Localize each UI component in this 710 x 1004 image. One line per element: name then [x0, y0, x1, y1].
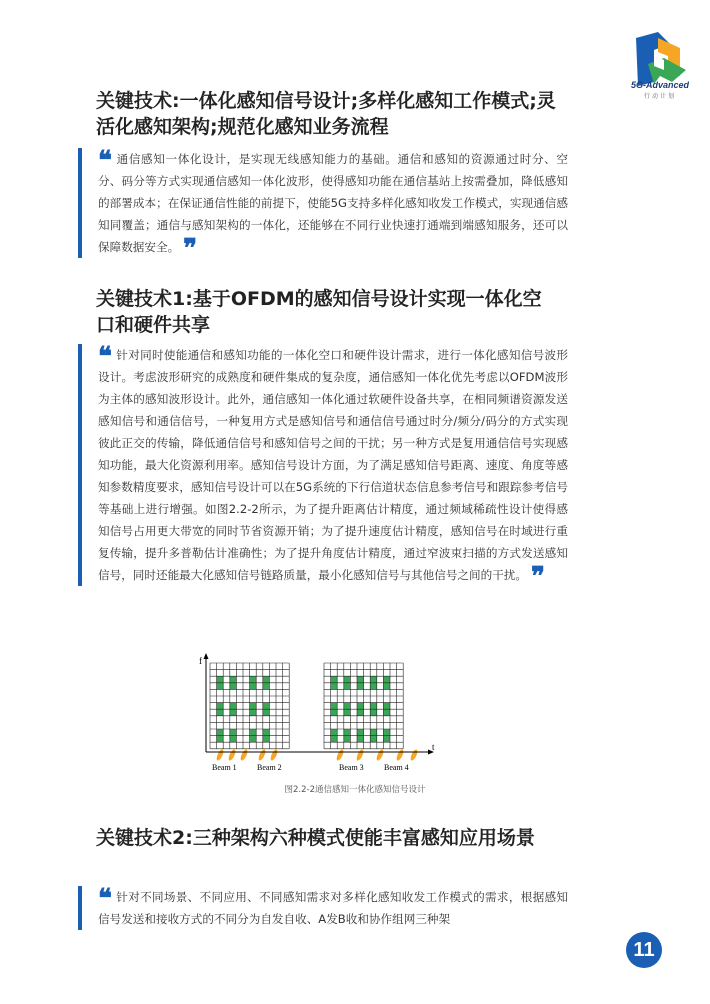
sensing-re-cell — [370, 703, 377, 710]
beam-icon — [257, 749, 266, 762]
sensing-re-cell — [357, 729, 364, 736]
sensing-re-cell — [263, 683, 270, 690]
sensing-re-cell — [230, 676, 237, 683]
beam-icon — [395, 749, 404, 762]
sensing-re-cell — [383, 736, 390, 743]
sensing-re-cell — [383, 709, 390, 716]
sensing-re-cell — [383, 729, 390, 736]
t-axis-label: t — [432, 742, 435, 752]
sensing-re-cell — [217, 736, 224, 743]
sensing-re-cell — [344, 683, 351, 690]
sensing-re-cell — [230, 736, 237, 743]
logo-subtitle-text: 行动计划 — [643, 94, 676, 100]
sensing-re-cell — [357, 683, 364, 690]
sensing-re-cell — [230, 729, 237, 736]
f-axis-arrow-icon — [204, 653, 209, 659]
beam-icon — [335, 749, 344, 762]
beam-icon — [355, 749, 364, 762]
sensing-re-cell — [370, 709, 377, 716]
page-number: 11 — [626, 932, 662, 968]
beam-icon — [269, 749, 278, 762]
sensing-re-cell — [331, 683, 338, 690]
sensing-re-cell — [250, 703, 257, 710]
beam-icon — [239, 749, 248, 762]
sensing-re-cell — [263, 703, 270, 710]
sensing-re-cell — [370, 729, 377, 736]
resource-grid-1 — [210, 663, 289, 749]
sensing-re-cell — [217, 676, 224, 683]
sensing-re-cell — [250, 729, 257, 736]
sensing-re-cell — [263, 736, 270, 743]
section-2-heading: 关键技术2:三种架构六种模式使能丰富感知应用场景 — [96, 827, 535, 849]
sensing-re-cell — [263, 709, 270, 716]
beam-icon — [409, 749, 418, 762]
beam-label-3: Beam 3 — [339, 763, 364, 772]
sensing-re-cell — [344, 703, 351, 710]
sensing-re-cell — [344, 736, 351, 743]
beam-icon — [215, 749, 224, 762]
section-2-quote — [78, 886, 568, 930]
sensing-re-cell — [217, 729, 224, 736]
sensing-re-cell — [331, 703, 338, 710]
sensing-re-cell — [344, 729, 351, 736]
sensing-re-cell — [331, 729, 338, 736]
sensing-re-cell — [344, 676, 351, 683]
figure-caption: 图2.2-2通信感知一体化感知信号设计 — [284, 785, 426, 795]
sensing-re-cell — [383, 703, 390, 710]
sensing-re-cell — [250, 683, 257, 690]
section-intro-body: 通信感知一体化设计，是实现无线感知能力的基础。通信和感知的资源通过时分、空分、码分等方式实现通信感知一体化波形，使得感知功能在通信基站上按需叠加，降低感知的部署成本；在保证通信性能的前提下，使能5G支持多样化感知收发工作模式，实现通信感知同覆盖；通信与感知架构的一体化，还能够在不同行业快速打通端到端感知服务，还可以保障数据安全。 — [98, 152, 568, 254]
sensing-re-cell — [383, 683, 390, 690]
close-quote-icon: ❞ — [183, 234, 198, 263]
resource-grid-2 — [324, 663, 403, 749]
sensing-re-cell — [217, 683, 224, 690]
sensing-signal-figure — [196, 652, 442, 780]
logo-brand-text: 5G-Advanced — [630, 80, 690, 90]
sensing-re-cell — [230, 709, 237, 716]
sensing-re-cell — [331, 736, 338, 743]
beam-label-1: Beam 1 — [212, 763, 237, 772]
sensing-re-cell — [383, 676, 390, 683]
sensing-re-cell — [370, 683, 377, 690]
open-quote-icon: ❝ — [98, 146, 112, 175]
sensing-re-cell — [370, 676, 377, 683]
sensing-re-cell — [370, 736, 377, 743]
section-2-body: 针对不同场景、不同应用、不同感知需求对多样化感知收发工作模式的需求，根据感知信号发送和接收方式的不同分为自发自收、A发B收和协作组网三种架 — [98, 890, 568, 926]
section-1-quote — [78, 342, 568, 591]
section-intro-quote — [78, 146, 568, 263]
section-intro-heading: 关键技术:一体化感知信号设计;多样化感知工作模式;灵活化感知架构;规范化感知业务流程 — [96, 90, 556, 138]
sensing-re-cell — [217, 709, 224, 716]
beam-label-2: Beam 2 — [257, 763, 282, 772]
beam-icons — [215, 749, 418, 762]
sensing-re-cell — [230, 703, 237, 710]
f-axis-label: f — [199, 656, 202, 666]
beam-icon — [375, 749, 384, 762]
sensing-re-cell — [230, 683, 237, 690]
close-quote-icon: ❞ — [530, 562, 545, 591]
sensing-re-cell — [357, 736, 364, 743]
sensing-re-cell — [357, 703, 364, 710]
section-1-heading: 关键技术1:基于OFDM的感知信号设计实现一体化空口和硬件共享 — [96, 288, 542, 336]
sensing-re-cell — [331, 709, 338, 716]
sensing-re-cell — [344, 709, 351, 716]
sensing-re-cell — [357, 676, 364, 683]
beam-icon — [227, 749, 236, 762]
sensing-re-cell — [331, 676, 338, 683]
sensing-re-cell — [263, 676, 270, 683]
sensing-re-cell — [357, 709, 364, 716]
open-quote-icon: ❝ — [98, 884, 112, 913]
sensing-re-cell — [250, 736, 257, 743]
section-1-body: 针对同时使能通信和感知功能的一体化空口和硬件设计需求，进行一体化感知信号波形设计。考虑波形研究的成熟度和硬件集成的复杂度，通信感知一体化优先考虑以OFDM波形为主体的感知波形设计。此外，通信感知一体化通过软硬件设备共享，在相同频谱资源发送感知信号和通信信号，一种复用方式是感知信号和通信信号通过时分/频分/码分的方式实现彼此正交的传输，降低通信信号和感知信号之间的干扰；另一种方式是复用通信信号实现感知功能，最大化资源利用率。感知信号设计方面，为了满足感知信号距离、速度、角度等感知参数精度要求，感知信号设计可以在5G系统的下行信道状态信息参考信号和跟踪参考信号等基础上进行增强。如图2.2-2所示，为了提升距离估计精度，通过频域稀疏性设计使得感知信号占用更大带宽的同时节省资源开销；为了提升速度估计精度，感知信号在时域进行重复传输，提升多普勒估计准确性；为了提升角度估计精度，通过窄波束扫描的方式发送感知信号，同时还能最大化感知信号链路质量，最小化感知信号与其他信号之间的干扰。 — [98, 348, 568, 582]
sensing-re-cell — [217, 703, 224, 710]
resource-grids — [210, 663, 403, 749]
sensing-re-cell — [263, 729, 270, 736]
beam-label-4: Beam 4 — [384, 763, 409, 772]
open-quote-icon: ❝ — [98, 342, 112, 371]
sensing-re-cell — [250, 709, 257, 716]
sensing-re-cell — [250, 676, 257, 683]
